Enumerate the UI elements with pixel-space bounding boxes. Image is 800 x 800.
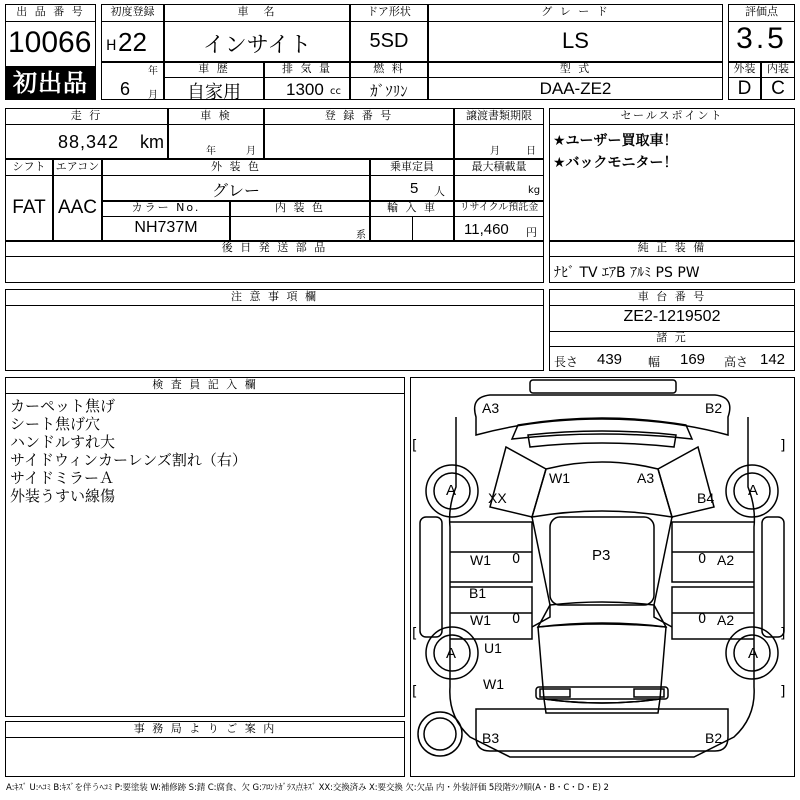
diag-door-front-left: W1 bbox=[470, 552, 491, 568]
score: 3.5 bbox=[736, 22, 787, 55]
capacity: 5 bbox=[410, 180, 419, 197]
sales-point-1: ★ユーザー買取車！ bbox=[553, 133, 678, 149]
ext-grade: D bbox=[737, 78, 752, 99]
inspector-note-5: サイドミラーＡ bbox=[10, 469, 114, 487]
displacement-unit: cc bbox=[330, 86, 341, 97]
inspector-note-4: サイドウィンカーレンズ割れ（右） bbox=[10, 451, 247, 469]
interior-color-suffix: 系 bbox=[356, 230, 366, 241]
sales-point-2: ★バックモニター！ bbox=[553, 155, 678, 171]
office-header: 事 務 局 よ り ご 案 内 bbox=[5, 721, 405, 738]
diag-bracket-right-2: ] bbox=[780, 626, 786, 642]
inspector-note-1: カーペット焦げ bbox=[10, 397, 116, 415]
import-divider bbox=[412, 216, 413, 241]
chassis-header: 車 台 番 号 bbox=[549, 289, 795, 306]
reg-no-header: 登 録 番 号 bbox=[264, 108, 454, 125]
dimensions-header: 諸 元 bbox=[549, 331, 795, 347]
model-header: 型 式 bbox=[428, 62, 723, 78]
diag-roof: P3 bbox=[592, 547, 611, 564]
car-name: インサイト bbox=[202, 33, 312, 58]
grade-header: グ レ ー ド bbox=[428, 4, 723, 22]
diag-hood-b: A3 bbox=[637, 470, 655, 486]
equipment: ﾅﾋﾞ TV ｴｱB ｱﾙﾐ PS PW bbox=[554, 265, 700, 281]
mileage: 88,342 bbox=[58, 132, 120, 152]
notes-header: 注 意 事 項 欄 bbox=[5, 289, 544, 306]
first-listing-badge: 初出品 bbox=[5, 66, 96, 100]
later-parts-header: 後 日 発 送 部 品 bbox=[5, 241, 544, 257]
era-label: H bbox=[106, 38, 117, 54]
aircon: AAC bbox=[57, 197, 98, 218]
diag-door-front-right-zero: 0 bbox=[698, 552, 707, 567]
diag-door-rear-left: W1 bbox=[470, 612, 491, 628]
shift-header: シフト bbox=[5, 159, 53, 176]
inspection-header: 車 検 bbox=[168, 108, 264, 125]
diag-bracket-right-1: ] bbox=[780, 438, 786, 454]
diag-front-right: B2 bbox=[705, 400, 723, 416]
recycle-fee: 11,460 bbox=[464, 221, 509, 238]
diag-quarter-left-b: W1 bbox=[483, 676, 504, 692]
chassis-no: ZE2-1219502 bbox=[623, 308, 721, 325]
first-reg-year: 22 bbox=[118, 27, 147, 57]
fuel-header: 燃 料 bbox=[350, 62, 428, 78]
capacity-header: 乗車定員 bbox=[370, 159, 454, 176]
diag-front-left: A3 bbox=[482, 400, 500, 416]
door-header: ドア形状 bbox=[350, 4, 428, 22]
shift: FAT bbox=[12, 197, 46, 218]
exterior-color: グレー bbox=[211, 181, 260, 200]
inspector-header: 検 査 員 記 入 欄 bbox=[5, 377, 405, 394]
diag-door-rear-right: A2 bbox=[717, 612, 735, 628]
int-grade-header: 内装 bbox=[761, 62, 795, 78]
diag-quarter-left: U1 bbox=[484, 640, 502, 656]
diag-rear-right: B2 bbox=[705, 730, 723, 746]
legend: A:ｷｽﾞ U:ﾍｺﾐ B:ｷｽﾞを伴うﾍｺﾐ P:要塗装 W:補修跡 S:錆 C:腐食、欠 G:ﾌﾛﾝﾄｶﾞﾗｽ点ｷｽﾞ XX:交換済み X:要交換 欠:欠品 内・外装評価 5段階ﾗﾝｸ順(A・B・C・D・E) 2 bbox=[6, 783, 609, 793]
transfer-header: 譲渡書類期限 bbox=[454, 108, 544, 125]
month-unit: 月 bbox=[148, 90, 158, 101]
score-header: 評価点 bbox=[728, 4, 795, 22]
lot-number: 10066 bbox=[8, 26, 92, 59]
import-header: 輸 入 車 bbox=[370, 201, 454, 217]
recycle-unit: 円 bbox=[526, 226, 537, 239]
color-no: NH737M bbox=[134, 219, 198, 236]
inspector-note-3: ハンドルすれ大 bbox=[10, 433, 116, 451]
int-grade: C bbox=[771, 78, 785, 99]
width-label: 幅 bbox=[648, 355, 661, 369]
recycle-header: リサイクル預託金 bbox=[454, 201, 544, 217]
diag-rear-left: B3 bbox=[482, 730, 500, 746]
inspector-note-2: シート焦げ穴 bbox=[10, 415, 101, 433]
equipment-header: 純 正 装 備 bbox=[549, 241, 795, 257]
car-name-header: 車 名 bbox=[164, 4, 350, 22]
diag-tire-rear-left: A bbox=[446, 645, 457, 662]
diag-door-rear-left-zero: 0 bbox=[512, 612, 521, 627]
fuel: ｶﾞｿﾘﾝ bbox=[370, 82, 408, 100]
length-label: 長さ bbox=[554, 355, 579, 369]
first-reg-month: 6 bbox=[120, 79, 131, 99]
inspection-year-unit: 年 bbox=[206, 146, 216, 157]
history-header: 車 歴 bbox=[164, 62, 264, 78]
diag-bracket-left-2: [ bbox=[412, 626, 418, 642]
ext-grade-header: 外装 bbox=[728, 62, 761, 78]
diag-hood-a: W1 bbox=[549, 470, 570, 486]
transfer-month-unit: 月 bbox=[490, 146, 500, 157]
history: 自家用 bbox=[187, 82, 241, 103]
diag-pillar-left: B1 bbox=[469, 585, 487, 601]
diag-tire-front-left: A bbox=[446, 482, 457, 499]
diag-door-rear-right-zero: 0 bbox=[698, 612, 707, 627]
diag-tire-front-right: A bbox=[748, 482, 759, 499]
displacement-header: 排 気 量 bbox=[264, 62, 350, 78]
lot-number-header: 出 品 番 号 bbox=[5, 4, 96, 22]
grade: LS bbox=[562, 28, 589, 53]
height-label: 高さ bbox=[724, 355, 749, 369]
diag-fender-right: B4 bbox=[697, 490, 715, 506]
inspection-month-unit: 月 bbox=[246, 146, 256, 157]
diag-bracket-left-1: [ bbox=[412, 438, 418, 454]
year-unit: 年 bbox=[148, 66, 158, 77]
mileage-header: 走 行 bbox=[5, 108, 168, 125]
load-unit: kg bbox=[528, 185, 541, 196]
interior-color-header: 内 装 色 bbox=[230, 201, 370, 217]
exterior-color-header: 外 装 色 bbox=[102, 159, 370, 176]
max-load-header: 最大積載量 bbox=[454, 159, 544, 176]
capacity-unit: 人 bbox=[434, 185, 445, 198]
length-value: 439 bbox=[597, 351, 623, 368]
diag-door-front-right: A2 bbox=[717, 552, 735, 568]
sales-point-box bbox=[549, 108, 795, 241]
aircon-header: エアコン bbox=[53, 159, 102, 176]
first-reg-header: 初度登録 bbox=[101, 4, 164, 22]
diag-tire-rear-right: A bbox=[748, 645, 759, 662]
inspector-note-6: 外装うすい線傷 bbox=[10, 487, 116, 505]
diag-door-front-left-zero: 0 bbox=[512, 552, 521, 567]
displacement: 1300 bbox=[286, 80, 324, 99]
diag-fender-left: XX bbox=[488, 490, 507, 506]
sales-point-header: セールスポイント bbox=[549, 108, 795, 125]
transfer-day-unit: 日 bbox=[526, 146, 536, 157]
height-value: 142 bbox=[760, 351, 786, 368]
model-code: DAA-ZE2 bbox=[539, 79, 612, 98]
door-type: 5SD bbox=[369, 30, 409, 52]
diag-bracket-left-3: [ bbox=[412, 684, 418, 700]
mileage-unit: km bbox=[140, 132, 164, 152]
color-no-header: カラー No. bbox=[102, 201, 230, 217]
car-diagram bbox=[410, 377, 795, 777]
width-value: 169 bbox=[680, 351, 706, 368]
diag-bracket-right-3: ] bbox=[780, 684, 786, 700]
